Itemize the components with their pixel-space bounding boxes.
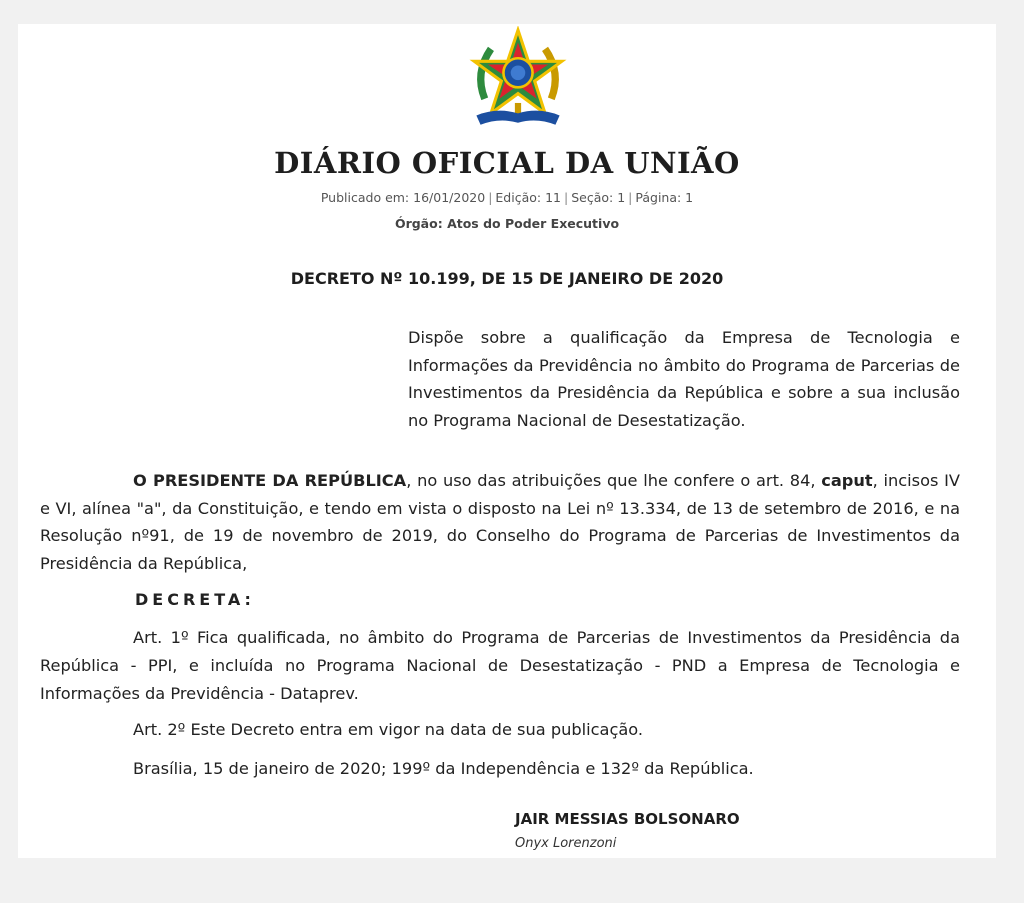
orgao-line <box>18 216 996 231</box>
edition-number: Edição: 11 <box>495 190 561 205</box>
page-number: Página: 1 <box>635 190 694 205</box>
preamble-caput: caput <box>821 471 873 490</box>
decree-preamble <box>40 467 960 577</box>
article-1: Art. 1º Fica qualificada, no âmbito do Programa de Parcerias de Investimentos da Presidência da República - PPI, e incluída no Programa Nacional de Desestatização - PND a Empresa de Tecnologia e Informações da Previdência - Dataprev. <box>40 628 960 703</box>
article-2: Art. 2º Este Decreto entra em vigor na data de sua publicação. <box>133 720 644 739</box>
masthead-title: DIÁRIO OFICIAL DA UNIÃO <box>274 146 740 180</box>
decree-title: DECRETO Nº 10.199, DE 15 DE JANEIRO DE 2020 <box>290 269 724 288</box>
published-date: 16/01/2020 <box>413 190 486 205</box>
brazil-coat-of-arms-icon <box>466 26 570 130</box>
section-number: Seção: 1 <box>571 190 626 205</box>
preamble-authority: O PRESIDENTE DA REPÚBLICA <box>133 471 407 490</box>
orgao-value: Atos do Poder Executivo <box>447 216 620 231</box>
decreta-heading: DECRETA: <box>135 590 255 609</box>
preamble-text-2: , incisos IV e VI, alínea "a", da Constituição, e tendo em vista o disposto na Lei nº 13.334, de 13 de setembro de 2016, e na Resolução nº91, de 19 de novembro de 2019, do Conselho do Programa de Parcerias de Investimentos da Presidência da República, <box>40 471 960 573</box>
place-date: Brasília, 15 de janeiro de 2020; 199º da Independência e 132º da República. <box>133 759 754 778</box>
published-label: Publicado em: <box>320 190 410 205</box>
signer-name: JAIR MESSIAS BOLSONARO <box>515 810 740 828</box>
preamble-text-1: , no uso das atribuições que lhe confere o art. 84, <box>406 471 822 490</box>
decree-ementa: Dispõe sobre a qualificação da Empresa de Tecnologia e Informações da Previdência no âmbito do Programa de Parcerias de Investimentos da Presidência da República e sobre a sua inclusão no Programa Nacional de Desestatização. <box>408 328 960 430</box>
publication-info: Publicado em: 16/01/2020 | Edição: 11 | Seção: 1 | Página: 1 <box>320 190 694 205</box>
orgao-label: Órgão: <box>394 216 443 231</box>
cosigner-name: Onyx Lorenzoni <box>515 836 617 851</box>
document-page <box>18 24 996 858</box>
